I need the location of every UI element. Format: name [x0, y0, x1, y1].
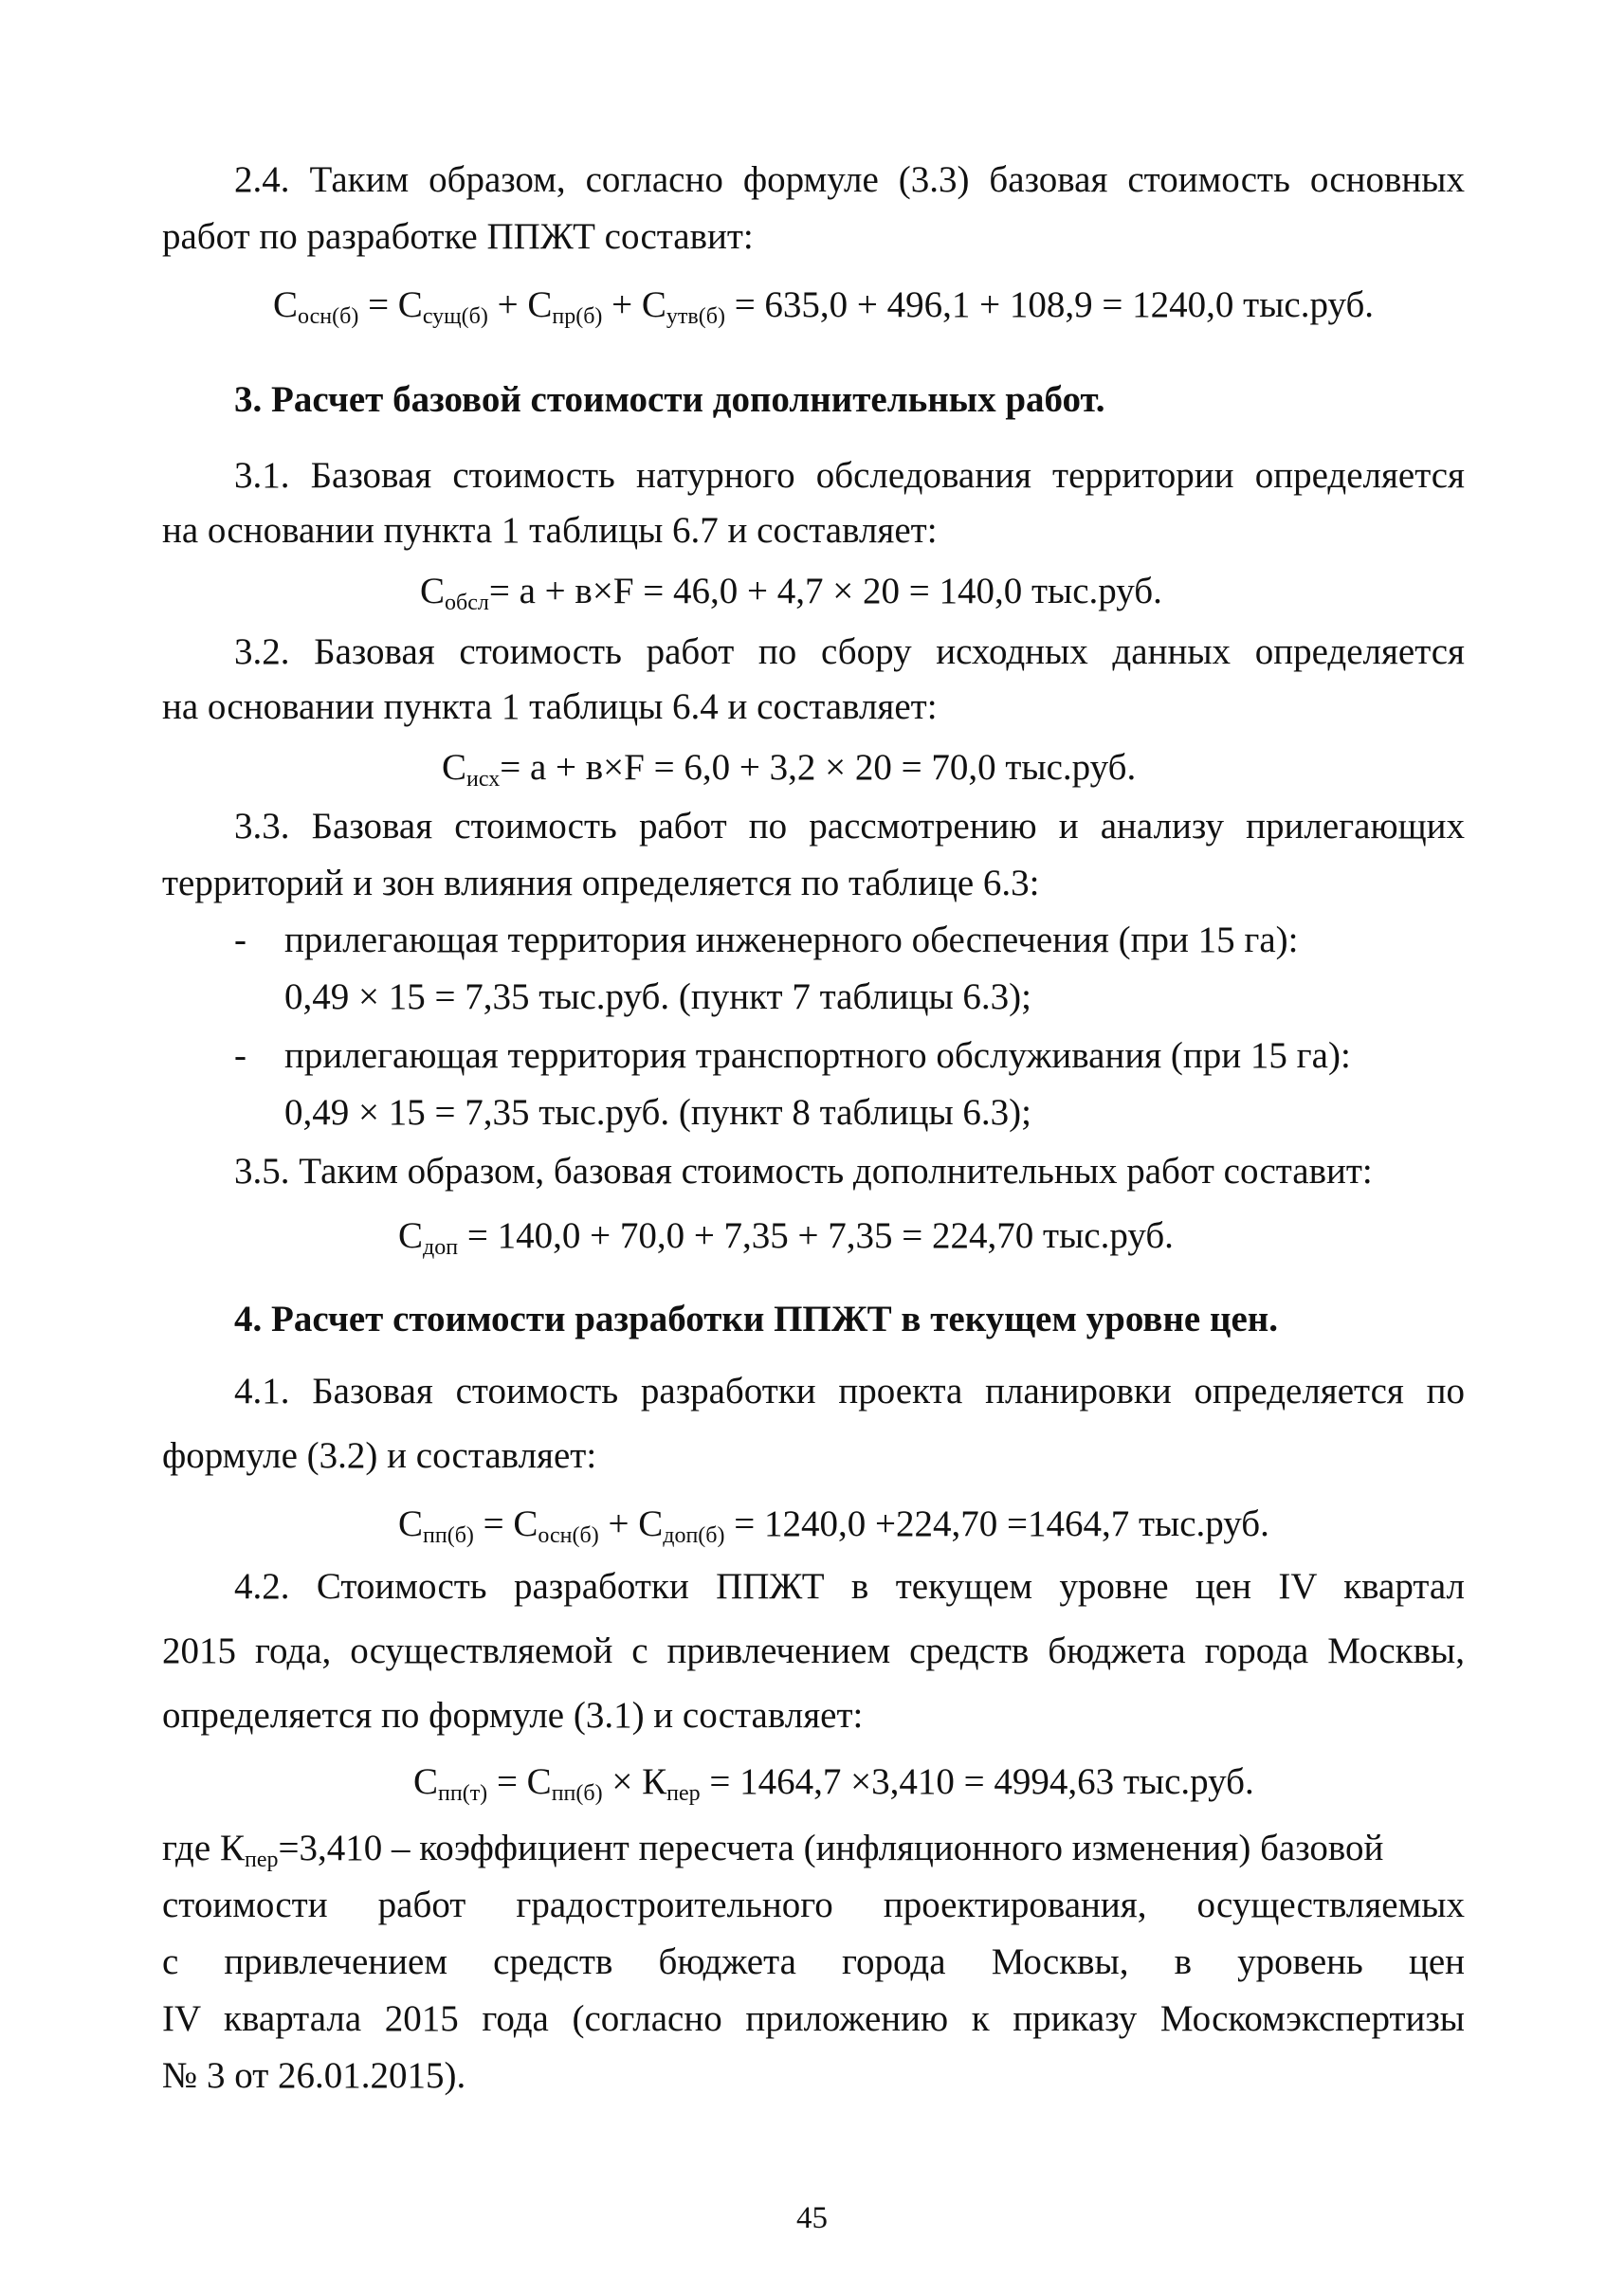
bullet-dash: -	[234, 920, 246, 960]
formula-c-dop: $С_{доп} = 140,0 + 70,0 + 7,35 + 7,35 = 224,70$ тыс.руб.	[398, 1215, 1174, 1260]
bullet-1-value: 0,49 × 15 = 7,35 тыс.руб. (пункт 7 таблицы 6.3);	[284, 976, 1031, 1017]
formula-c-osn: $С_{осн(б)} = С_{сущ(б)} + С_{пр(б)} + С_{утв(б)} = 635,0 + 496,1 + 108,9 = 1240,0$ тыс.руб.	[273, 284, 1375, 329]
formula-c-isx: $С_{исх}= а + в\times F = 6,0 + 3,2 \times 20 = 70,0$ тыс.руб.	[442, 747, 1137, 792]
paragraph-3-1-line-1: 3.1. Базовая стоимость натурного обследования территории определяется	[234, 455, 1465, 496]
paragraph-3-5-line-1: 3.5. Таким образом, базовая стоимость дополнительных работ составит:	[234, 1151, 1373, 1192]
paragraph-3-3-line-1: 3.3. Базовая стоимость работ по рассмотрению и анализу прилегающих	[234, 806, 1465, 847]
note-line-3: с привлечением средств бюджета города Москвы, в уровень цен	[162, 1941, 1465, 1982]
paragraph-4-2-line-2: 2015 года, осуществляемой с привлечением средств бюджета города Москвы,	[162, 1630, 1465, 1671]
note-line-2: стоимости работ градостроительного проектирования, осуществляемых	[162, 1885, 1465, 1925]
bullet-1-text: прилегающая территория инженерного обеспечения (при 15 га):	[284, 920, 1299, 960]
bullet-2-text: прилегающая территория транспортного обслуживания (при 15 га):	[284, 1035, 1351, 1076]
paragraph-3-2-line-2: на основании пункта 1 таблицы 6.4 и составляет:	[162, 686, 938, 727]
formula-c-pp-t: $С_{пп(т)} = С_{пп(б)} \times К_{пер} = 1464,7 \times 3,410 = 4994,63$ тыс.руб.	[413, 1761, 1254, 1806]
paragraph-3-3-line-2: территорий и зон влияния определяется по таблице 6.3:	[162, 863, 1040, 903]
page-number: 45	[796, 2201, 828, 2235]
formula-c-pp-b: $С_{пп(б)} = С_{осн(б)} + С_{доп(б)} = 1240,0 +224,70 =1464,7$ тыс.руб.	[398, 1503, 1269, 1548]
paragraph-4-2-line-3: определяется по формуле (3.1) и составляет:	[162, 1695, 864, 1736]
paragraph-4-1-line-2: формуле (3.2) и составляет:	[162, 1435, 597, 1476]
note-line-4: IV квартала 2015 года (согласно приложению к приказу Москомэкспертизы	[162, 1998, 1465, 2039]
formula-c-obsl: $С_{обсл}= а + в\times F = 46,0 + 4,7 \times 20 = 140,0$ тыс.руб.	[420, 571, 1162, 615]
note-line-1: где $К_{пер}=3,410$ – коэффициент пересчета (инфляционного изменения) базовой	[162, 1828, 1384, 1872]
paragraph-2-4-line-1: 2.4. Таким образом, согласно формуле (3.3) базовая стоимость основных	[234, 159, 1465, 200]
heading-section-3: 3. Расчет базовой стоимости дополнительных работ.	[234, 379, 1105, 420]
heading-section-4: 4. Расчет стоимости разработки ППЖТ в текущем уровне цен.	[234, 1299, 1278, 1339]
bullet-dash: -	[234, 1035, 246, 1076]
paragraph-3-2-line-1: 3.2. Базовая стоимость работ по сбору исходных данных определяется	[234, 631, 1465, 672]
bullet-2-value: 0,49 × 15 = 7,35 тыс.руб. (пункт 8 таблицы 6.3);	[284, 1092, 1031, 1133]
note-line-5: № 3 от 26.01.2015).	[162, 2055, 466, 2096]
paragraph-4-1-line-1: 4.1. Базовая стоимость разработки проекта планировки определяется по	[234, 1371, 1465, 1412]
paragraph-4-2-line-1: 4.2. Стоимость разработки ППЖТ в текущем уровне цен IV квартал	[234, 1566, 1465, 1607]
paragraph-2-4-line-2: работ по разработке ППЖТ составит:	[162, 216, 754, 257]
paragraph-3-1-line-2: на основании пункта 1 таблицы 6.7 и составляет:	[162, 510, 938, 551]
